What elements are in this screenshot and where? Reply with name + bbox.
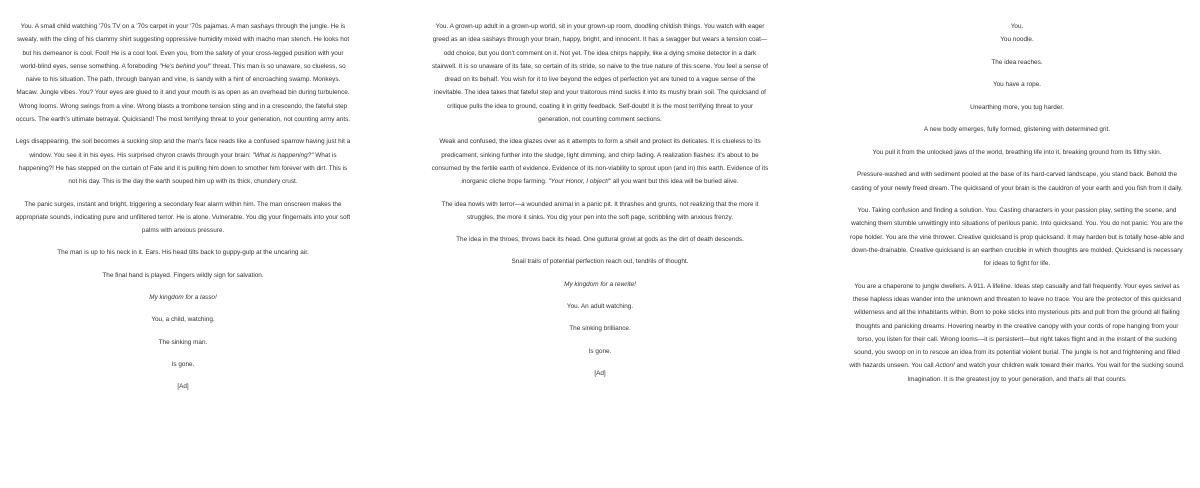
paragraph <box>431 255 769 268</box>
paragraph <box>14 135 352 188</box>
paragraph <box>431 135 769 188</box>
paragraph <box>848 146 1186 159</box>
paragraph-text: You noodle. <box>1000 36 1034 44</box>
paragraph <box>848 168 1186 195</box>
paragraph-text: You. Taking confusion and finding a solution. You. Casting characters in your passion play, setting the scene, and watching them stumble unwittingly into situations of perilous panic. Into quicksand. You. You do not panic. You are the rope holder. You are the vine thrower. Creative quicksand is prop quicksand. It may harden but is totally hose-able and down-the-drainable. Creative quicksand is an earthen crucible in which thoughts are molded. Quicksand is necessary for ideas to fight for life. <box>850 206 1184 268</box>
paragraph <box>848 204 1186 270</box>
italic-text: My kingdom for a lasso! <box>149 294 217 302</box>
paragraph <box>431 367 769 380</box>
paragraph-text: You are a chaperone to jungle dwellers. A 911. A lifeline. Ideas step casually and fall frequently. Your eyes swivel as these hapless ideas wander into the unknown and threaten to leave no trace. You are the protector of this quicksand wilderness and all the inhabitants within. Born to poke sticks into mysterious pits and pull from the ground all flailing thoughts and panicking dreams. Hovering nearby in the creative canopy with your cords of rope hanging from your torso, you listen for their call. Wrong looms—it is persistent—but right takes flight and in the instant of the sucking sound, you swoop on in to rescue an idea from its potential violent burial. The jungle is hot and frightening and filled with hazards unseen. You call <box>849 282 1182 370</box>
paragraph-text: You. An adult watching. <box>566 303 634 311</box>
paragraph-text: The sinking man. <box>158 338 208 346</box>
paragraph-text: all you want but this idea will be buried alive. <box>610 178 739 186</box>
paragraph <box>848 280 1186 386</box>
paragraph-text: Weak and confused, the idea glazes over as it attempts to form a shell and protect its delicates. It is clueless to its predicament, sinking further into the sludge, light dimming, and chirp fading. A realization flashes: it's about to be consumed by the fertile earth of evidence. Evidence of its non-viability to sprout upon (and in) this earth. Evidence of its inorganic cliche trope farming. <box>431 138 769 186</box>
italic-text: My kingdom for a rewrite! <box>564 280 636 288</box>
paragraph-text: The idea howls with terror—a wounded animal in a panic pit. It thrashes and grunts, not realizing that the more it struggles, the more it sinks. You dig your pen into the soft page, scribbling with anxious frenzy. <box>441 200 759 221</box>
paragraph-text: [Ad] <box>177 383 189 391</box>
paragraph <box>431 198 769 225</box>
paragraph-text: You. <box>1010 23 1024 30</box>
paragraph <box>848 101 1186 114</box>
paragraph-text: Is gone. <box>171 360 195 368</box>
paragraph-text: A new body emerges, fully formed, glistening with determined grit. <box>923 126 1111 134</box>
paragraph <box>431 20 769 126</box>
paragraph <box>848 56 1186 69</box>
paragraph-text: [Ad] <box>594 369 606 377</box>
paragraph-text: You, a child, watching. <box>151 316 215 324</box>
italic-text: "He's behind you!" <box>159 62 212 70</box>
paragraph <box>14 336 352 349</box>
paragraph-text: The sinking brilliance. <box>569 325 631 333</box>
paragraph-text: You. A grown-up adult in a grown-up world, sit in your grown-up room, doodling childish things. You watch with eager greed as an idea sashays through your brain, happy, bright, and innocent. It has a swagger but wears a tension coat—odd choice, but you don't comment on it. Not yet. The idea chirps happily, like a dying smoke detector in a dark stairwell. It is so unaware of its fate, so certain of its stride, so naive to the true nature of this scene. You feel a sense of dread on its behalf. You wish for it to live beyond the edges of perfection yet are tuned to a vague sense of the inevitable. The idea takes that fateful step and your traitorous mind sucks it into its mushy brain soil. The quicksand of critique pulls the idea to ground, coating it in gritty feedback. Self-doubt! It is the most terrifying threat to your generation, not counting comment sections. <box>431 23 769 124</box>
paragraph <box>14 246 352 259</box>
paragraph <box>848 20 1186 47</box>
paragraph <box>431 322 769 335</box>
paragraph-text: Snail trails of potential perfection reach out, tendrils of thought. <box>511 258 689 266</box>
paragraph-text: You have a rope. <box>992 81 1042 89</box>
column-3 <box>848 20 1186 488</box>
paragraph <box>431 345 769 358</box>
paragraph <box>14 269 352 282</box>
paragraph-text: The man is up to his neck in it. Ears. His head tilts back to guppy-gulp at the uncaring air. <box>57 249 309 257</box>
paragraph-text: You pull it from the unlocked jaws of the world, breathing life into it, breaking ground from its filthy skin. <box>872 148 1162 156</box>
paragraph <box>14 198 352 238</box>
italic-text: "Your Honor, I object!" <box>548 178 611 186</box>
paragraph <box>848 78 1186 91</box>
column-2 <box>431 20 769 488</box>
paragraph-text: Legs disappearing, the soil becomes a sucking slop and the man's face reads like a confused sparrow having just hit a window. You see it in his eyes. His surprised chyron crawls through your brain: <box>15 138 351 159</box>
paragraph <box>431 300 769 313</box>
paragraph-text: threat. This man is so unaware, so clueless, so naive to his situation. The path, through banyan and vine, is sandy with a hint of encroaching swamp. Monkeys. Macaw. Jungle vibes. You? Your eyes are glued to it and your mouth is as open as an overhead bin during turbulence. Wrong looms. Wrong swings from a vine. Wrong blasts a trombone tension sting and in a crescendo, the fateful step occurs. The earth's ultimate betrayal. Quicksand! The most terrifying threat to your generation, not counting army ants. <box>15 62 351 124</box>
paragraph-text: Pressure-washed and with sediment pooled at the base of its hard-carved landscape, you stand back. Behold the casting of your newly freed dream. The quicksand of your brain is the cauldron of your earth and you fish from it daily. <box>851 171 1183 192</box>
paragraph <box>431 233 769 246</box>
paragraph <box>431 278 769 291</box>
paragraph-text: What is happening?! He has stepped on the curtain of Fate and it is pulling him down to smother him forever with dirt. This is not his day. This is the day the earth souped him up with its thick, chundery crust. <box>18 151 348 186</box>
paragraph-text: Is gone. <box>588 347 612 355</box>
paragraph <box>14 380 352 393</box>
italic-text: "What is happening?" <box>252 151 314 159</box>
paragraph-text: The idea reaches. <box>991 58 1043 66</box>
paragraph-text: and watch your children walk toward their marks. You wait for the sucking sound. Imagination. It is the greatest joy to your generation, and that's all that counts. <box>907 362 1185 383</box>
column-1 <box>14 20 352 488</box>
paragraph-text: The panic surges, instant and bright, triggering a secondary fear alarm within him. The man onscreen makes the appropriate sounds, indicating pure and unfiltered terror. He is alone. Vulnerable. You dig your fingernails into your soft palms with anxious pressure. <box>15 200 351 235</box>
paragraph <box>14 313 352 326</box>
paragraph-text: The idea in the throes, throws back its head. One guttural growl at gods as the dirt of death descends. <box>456 236 744 244</box>
italic-text: Action! <box>935 362 955 370</box>
paragraph-text: The final hand is played. Fingers wildly sign for salvation. <box>102 271 264 279</box>
paragraph <box>14 358 352 371</box>
paragraph <box>14 291 352 304</box>
paragraph-text: Unearthing more, you tug harder. <box>970 103 1064 111</box>
paragraph-text: You. A small child watching '70s TV on a '70s carpet in your '70s pajamas. A man sashays through the jungle. He is sweaty, with the cling of his clammy shirt suggesting oppressive humidity mixed with macho man stench. He looks hot but his demeanor is cool. Fool! He is a cool fool. Even you, from the safety of your cross-legged position with your world-blind eyes, sense something. A foreboding <box>16 23 350 70</box>
paragraph <box>848 123 1186 136</box>
paragraph <box>14 20 352 126</box>
